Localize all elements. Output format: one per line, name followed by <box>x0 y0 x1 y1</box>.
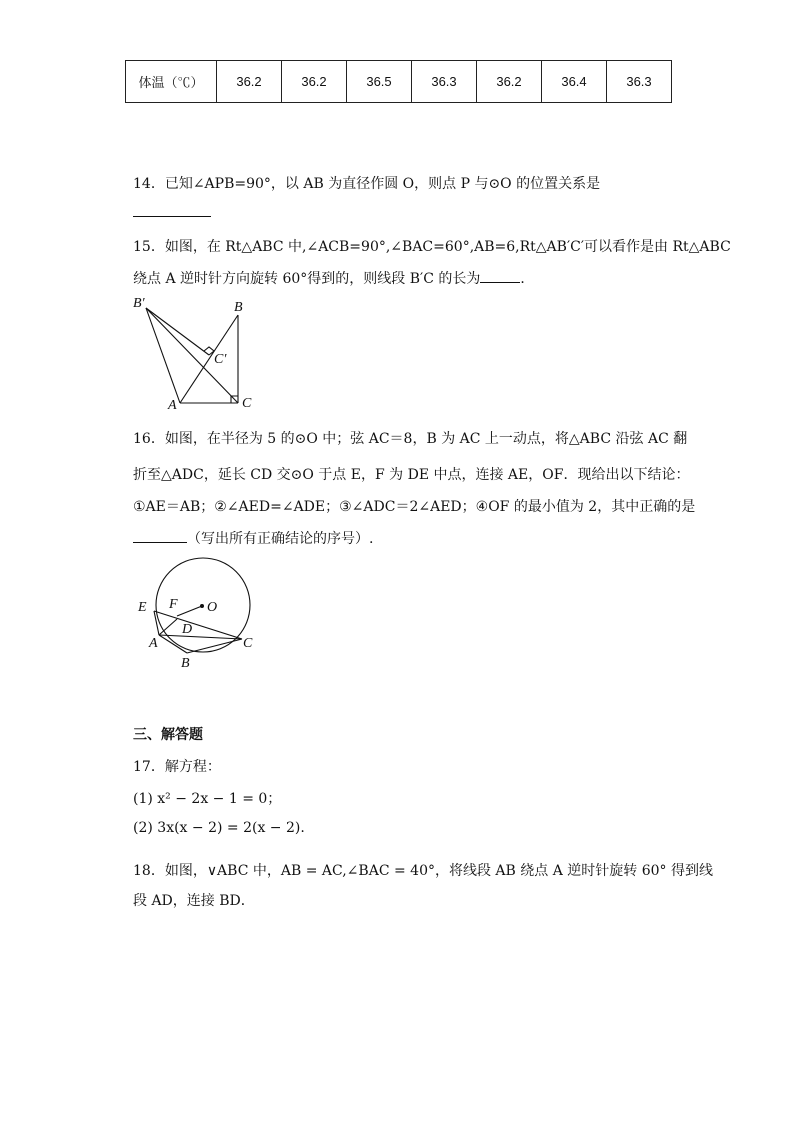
table-header-cell: 体温（℃） <box>126 61 217 103</box>
q18-line2: 段 AD，连接 BD． <box>133 893 255 909</box>
label-e: E <box>138 600 147 615</box>
q15-line2 <box>133 268 534 288</box>
q16-line4 <box>133 528 373 548</box>
q16-answer-blank <box>133 528 187 543</box>
q15-line2-end: ． <box>520 271 535 287</box>
center-dot <box>200 604 204 608</box>
q15-answer-blank <box>480 268 520 283</box>
q16-figure <box>132 555 272 670</box>
label-c: C <box>243 636 253 651</box>
table-cell: 36.3 <box>412 61 477 103</box>
q15-line2-text: 绕点 A 逆时针方向旋转 60°得到的，则线段 B′C 的长为 <box>133 271 481 287</box>
table-row <box>126 61 672 103</box>
label-cp: C′ <box>214 352 227 367</box>
segment-a-b <box>180 315 238 403</box>
label-b: B <box>181 656 190 670</box>
q14-text: 14．已知∠APB=90°，以 AB 为直径作圆 O，则点 P 与⊙O 的位置关系是 <box>133 176 601 192</box>
segment-bp-cp <box>146 308 209 355</box>
table-cell: 36.2 <box>477 61 542 103</box>
q17-eq2: (2) 3x(x − 2) = 2(x − 2). <box>133 820 305 836</box>
label-f: F <box>169 597 178 612</box>
q18-line1: 18．如图，∨ABC 中，AB = AC,∠BAC = 40°，将线段 AB 绕点 A 逆时针旋转 60° 得到线 <box>133 863 713 879</box>
table-cell: 36.5 <box>347 61 412 103</box>
q17-title: 17．解方程： <box>133 759 221 775</box>
q16-line4-text: （写出所有正确结论的序号）. <box>187 531 374 547</box>
label-d: D <box>182 622 193 637</box>
label-a: A <box>168 398 177 410</box>
label-bp: B′ <box>133 296 145 311</box>
q16-line2: 折至△ADC，延长 CD 交⊙O 于点 E，F 为 DE 中点，连接 AE，OF．现给出以下结论： <box>133 467 690 483</box>
q15-line1: 15．如图，在 Rt△ABC 中,∠ACB=90°,∠BAC=60°,AB=6,Rt△AB′C′可以看作是由 Rt△ABC <box>133 239 731 255</box>
segment-f-o <box>177 606 202 616</box>
q16-line1: 16．如图，在半径为 5 的⊙O 中；弦 AC＝8，B 为 AC 上一动点，将△ABC 沿弦 AC 翻 <box>133 431 688 447</box>
segment-a-b <box>159 635 187 653</box>
segment-bp-a <box>146 308 180 403</box>
table-cell: 36.4 <box>542 61 607 103</box>
q17-eq1: (1) x² − 2x − 1 = 0； <box>133 791 282 807</box>
section-title: 三、解答题 <box>133 727 203 743</box>
q14-answer-blank <box>133 200 211 217</box>
label-o: O <box>207 600 218 615</box>
label-c: C <box>242 396 252 410</box>
table-cell: 36.2 <box>217 61 282 103</box>
table-cell: 36.3 <box>607 61 672 103</box>
q15-figure <box>130 295 260 410</box>
q16-line3: ①AE＝AB；②∠AED=∠ADE；③∠ADC＝2∠AED；④OF 的最小值为 2，其中正确的是 <box>133 499 696 515</box>
temperature-table <box>125 60 672 103</box>
label-b: B <box>234 300 243 315</box>
table-cell: 36.2 <box>282 61 347 103</box>
label-a: A <box>149 636 158 651</box>
